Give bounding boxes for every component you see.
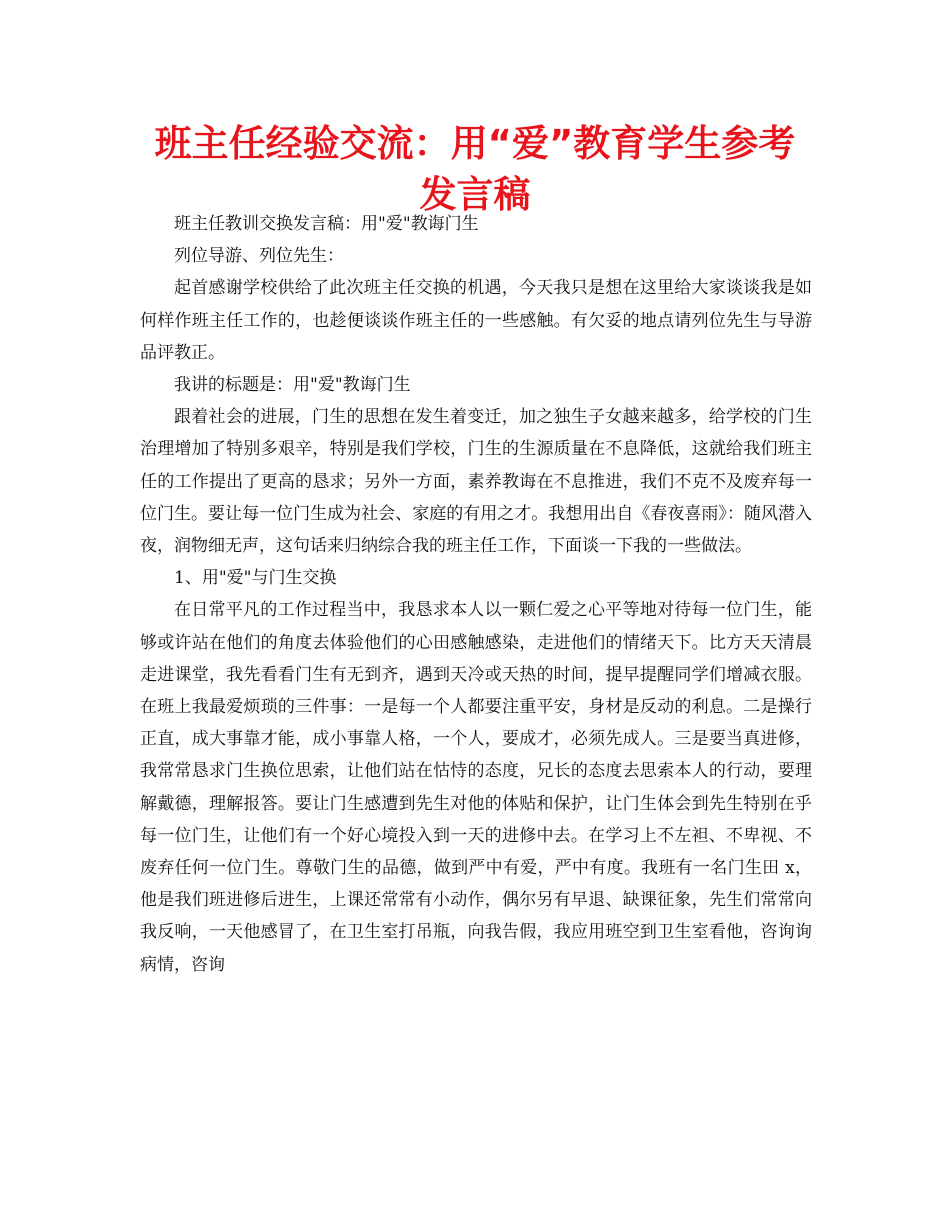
paragraph-topic: 我讲的标题是：用"爱"教诲门生 xyxy=(174,375,411,396)
paragraph-section-1: 在日常平凡的工作过程当中，我恳求本人以一颗仁爱之心平等地对待每一位门生，能够或许站在他们的角度去体验他们的心田感触感染，走进他们的情绪天下。比方天天清晨走进课堂，我先看看门生有无到齐，遇到天冷或天热的时间，提早提醒同学们增减衣服。在班上我最爱烦琐的三件事：一是每一个人都要注重平安，身材是反动的利息。二是操行正直，成大事靠才能，成小事靠人格，一个人，要成才，必须先成人。三是要当真进修，我常常恳求门生换位思索，让他们站在怙恃的态度，兄长的态度去思索本人的行动，要理解戴德，理解报答。要让门生感遭到先生对他的体贴和保护，让门生体会到先生特别在乎每一位门生，让他们有一个好心境投入到一天的进修中去。在学习上不左袒、不卑视、不废弃任何一位门生。尊敬门生的品德，做到严中有爱，严中有度。我班有一名门生田 x，他是我们班进修后进生，上课还常常有小动作，偶尔另有早退、缺课征象，先生们常常向我反响，一天他感冒了，在卫生室打吊瓶，向我告假，我应用班空到卫生室看他，咨询询病情，咨询 xyxy=(140,600,812,975)
paragraph-greeting: 列位导游、列位先生： xyxy=(174,246,344,267)
paragraph-opening: 起首感谢学校供给了此次班主任交换的机遇，今天我只是想在这里给大家谈谈我是如何样作班主任工作的，也趁便谈谈作班主任的一些感触。有欠妥的地点请列位先生与导游品评教正。 xyxy=(140,278,812,363)
document-body xyxy=(140,208,812,981)
paragraph-background: 跟着社会的进展，门生的思想在发生着变迁，加之独生子女越来越多，给学校的门生治理增加了特别多艰辛，特别是我们学校，门生的生源质量在不息降低，这就给我们班主任的工作提出了更高的恳求；另外一方面，素养教诲在不息推进，我们不克不及废弃每一位门生。要让每一位门生成为社会、家庭的有用之才。我想用出自《春夜喜雨》：随风潜入夜，润物细无声，这句话来归纳综合我的班主任工作，下面谈一下我的一些做法。 xyxy=(140,407,812,557)
paragraph-intro-line: 班主任教训交换发言稿：用"爱"教诲门生 xyxy=(174,214,479,234)
section-heading-1: 1、用"爱"与门生交换 xyxy=(174,568,337,589)
document-title: 班主任经验交流：用“爱”教育学生参考发言稿 xyxy=(154,122,796,216)
